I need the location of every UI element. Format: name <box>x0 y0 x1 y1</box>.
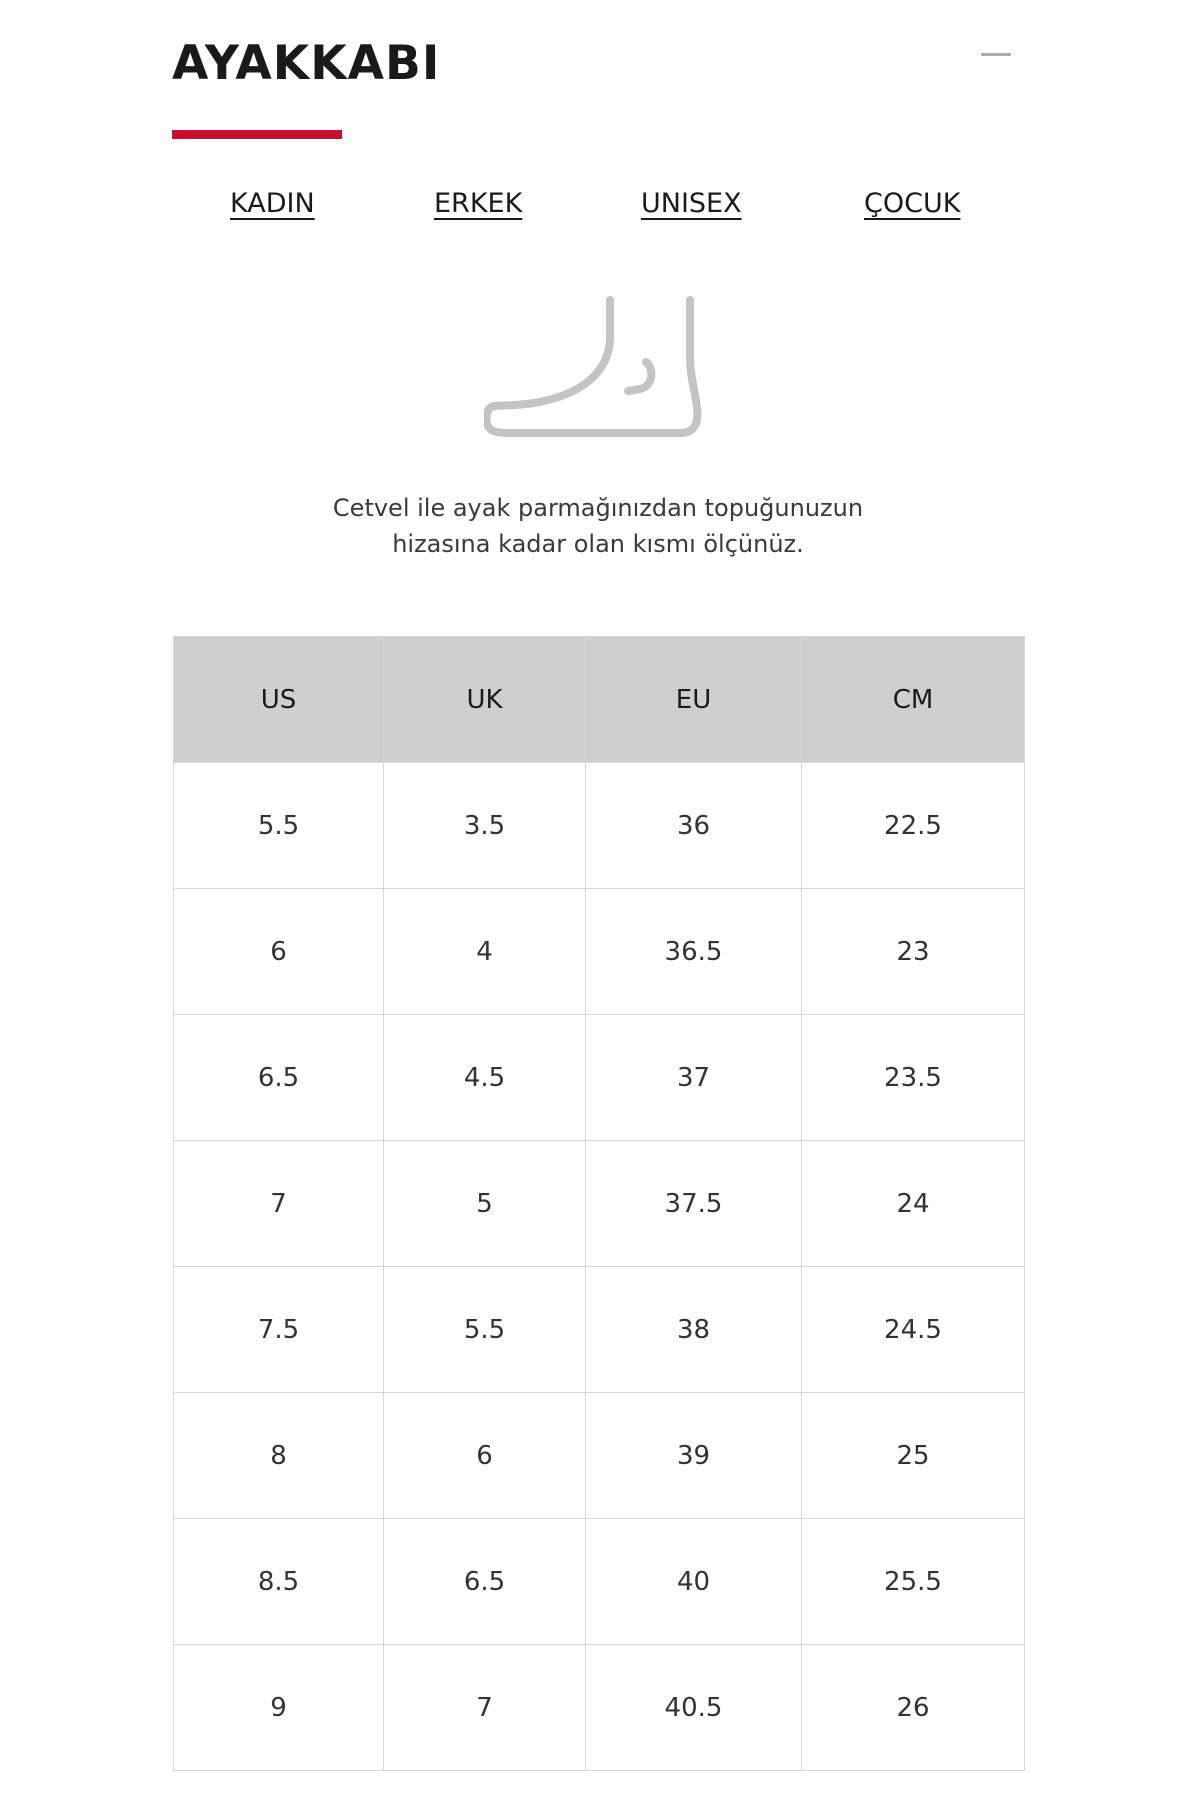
cell-us: 8.5 <box>174 1519 384 1645</box>
cell-uk: 5.5 <box>384 1267 586 1393</box>
table-row <box>174 1015 1025 1141</box>
collapse-button[interactable] <box>975 40 1015 70</box>
cell-us: 7 <box>174 1141 384 1267</box>
table-row <box>174 1519 1025 1645</box>
column-header-us: US <box>174 637 384 763</box>
table-row <box>174 889 1025 1015</box>
cell-eu: 39 <box>586 1393 802 1519</box>
cell-us: 9 <box>174 1645 384 1771</box>
table-row <box>174 1141 1025 1267</box>
instruction-line-1: Cetvel ile ayak parmağınızdan topuğunuzun <box>332 494 864 522</box>
column-header-cm: CM <box>802 637 1025 763</box>
tab-kadin[interactable]: KADIN <box>230 188 315 219</box>
cell-cm: 25.5 <box>802 1519 1025 1645</box>
cell-us: 8 <box>174 1393 384 1519</box>
cell-eu: 36 <box>586 763 802 889</box>
size-chart-table <box>173 636 1025 1771</box>
cell-us: 6.5 <box>174 1015 384 1141</box>
cell-uk: 3.5 <box>384 763 586 889</box>
measurement-instruction <box>222 490 974 562</box>
cell-eu: 38 <box>586 1267 802 1393</box>
foot-icon <box>484 292 714 452</box>
cell-uk: 7 <box>384 1645 586 1771</box>
cell-eu: 40.5 <box>586 1645 802 1771</box>
table-row <box>174 763 1025 889</box>
cell-eu: 37 <box>586 1015 802 1141</box>
cell-eu: 36.5 <box>586 889 802 1015</box>
table-row <box>174 1267 1025 1393</box>
cell-uk: 5 <box>384 1141 586 1267</box>
minus-icon <box>981 53 1011 56</box>
tab-erkek[interactable]: ERKEK <box>434 188 523 219</box>
column-header-uk: UK <box>384 637 586 763</box>
cell-uk: 6 <box>384 1393 586 1519</box>
instruction-line-2: hizasına kadar olan kısmı ölçünüz. <box>392 530 804 558</box>
size-category-tabs <box>172 188 1024 234</box>
cell-cm: 23 <box>802 889 1025 1015</box>
tab-unisex[interactable]: UNISEX <box>641 188 742 219</box>
cell-uk: 6.5 <box>384 1519 586 1645</box>
cell-us: 7.5 <box>174 1267 384 1393</box>
cell-cm: 23.5 <box>802 1015 1025 1141</box>
cell-us: 5.5 <box>174 763 384 889</box>
tab-cocuk[interactable]: ÇOCUK <box>864 188 961 219</box>
title-accent-underline <box>172 130 342 139</box>
cell-cm: 22.5 <box>802 763 1025 889</box>
cell-eu: 37.5 <box>586 1141 802 1267</box>
column-header-eu: EU <box>586 637 802 763</box>
page-title: AYAKKABI <box>172 36 441 91</box>
table-header-row <box>174 637 1025 763</box>
cell-cm: 24 <box>802 1141 1025 1267</box>
cell-cm: 24.5 <box>802 1267 1025 1393</box>
table-row <box>174 1393 1025 1519</box>
table-row <box>174 1645 1025 1771</box>
cell-uk: 4 <box>384 889 586 1015</box>
cell-eu: 40 <box>586 1519 802 1645</box>
cell-cm: 25 <box>802 1393 1025 1519</box>
cell-cm: 26 <box>802 1645 1025 1771</box>
cell-us: 6 <box>174 889 384 1015</box>
cell-uk: 4.5 <box>384 1015 586 1141</box>
